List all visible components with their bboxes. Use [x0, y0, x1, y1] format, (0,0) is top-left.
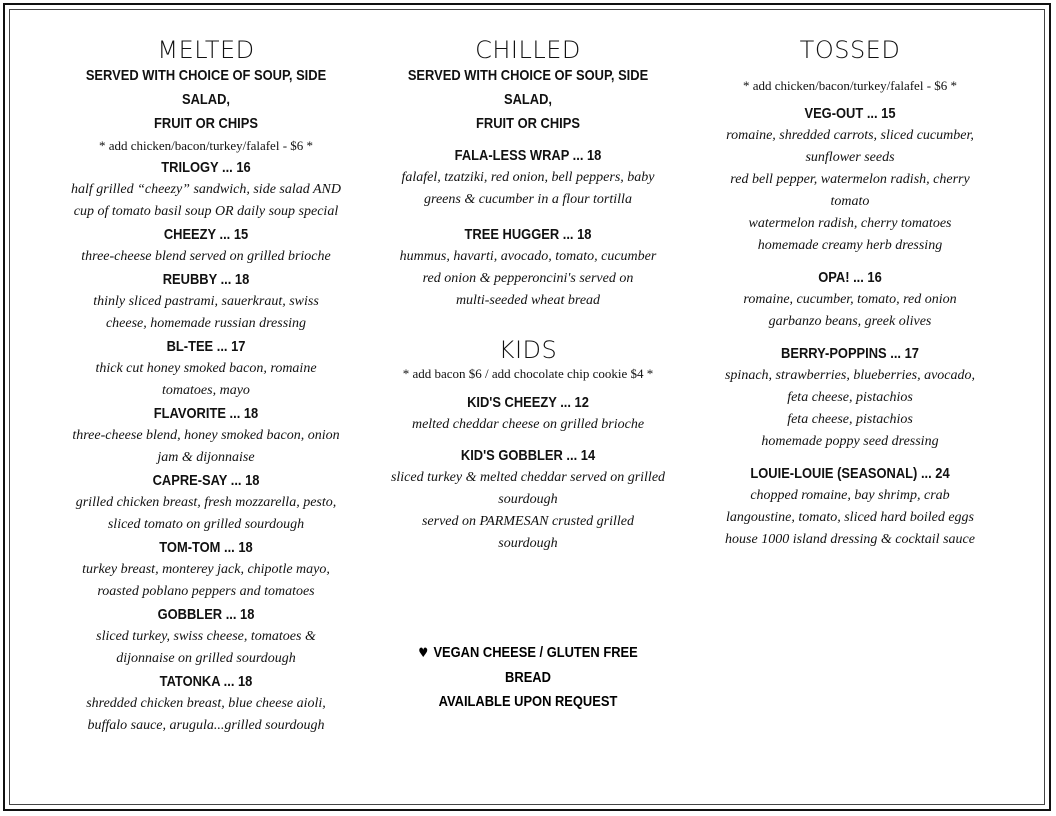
item-desc: greens & cucumber in a flour tortilla: [424, 192, 632, 207]
dietary-note-text: VEGAN CHEESE / GLUTEN FREE BREAD: [433, 644, 638, 686]
item-desc: turkey breast, monterey jack, chipotle mayo,: [82, 562, 330, 577]
item-desc: grilled chicken breast, fresh mozzarella, pesto,: [75, 495, 337, 510]
item-name: BL-TEE ... 17: [166, 338, 246, 355]
item-desc: buffalo sauce, arugula...grilled sourdough: [87, 718, 325, 733]
item-desc: spinach, strawberries, blueberries, avocado,: [724, 368, 976, 383]
item-desc: red bell pepper, watermelon radish, cherry: [730, 172, 970, 187]
menu-item-tree-hugger: [384, 223, 672, 312]
melted-subtitle-line2: FRUIT OR CHIPS: [154, 115, 258, 132]
menu-item-fala-less-wrap: [384, 144, 672, 211]
item-desc: romaine, cucumber, tomato, red onion: [743, 292, 957, 307]
melted-addon-note: * add chicken/bacon/turkey/falafel - $6 *: [98, 138, 314, 153]
item-desc: sliced tomato on grilled sourdough: [107, 517, 305, 532]
item-name: CAPRE-SAY ... 18: [152, 472, 260, 489]
chilled-title: CHILLED: [475, 36, 581, 64]
item-name: KID'S GOBBLER ... 14: [460, 447, 596, 464]
item-name: REUBBY ... 18: [162, 271, 250, 288]
kids-title: KIDS: [498, 336, 558, 364]
item-name: FALA-LESS WRAP ... 18: [454, 147, 602, 164]
item-name: TREE HUGGER ... 18: [464, 226, 592, 243]
tossed-column: [712, 36, 988, 551]
item-name: KID'S CHEEZY ... 12: [467, 394, 589, 411]
item-desc: thick cut honey smoked bacon, romaine: [95, 361, 317, 376]
item-desc: three-cheese blend, honey smoked bacon, onion: [72, 428, 340, 443]
item-desc: house 1000 island dressing & cocktail sauce: [725, 532, 975, 547]
item-desc: homemade creamy herb dressing: [757, 238, 943, 253]
item-desc: sourdough: [498, 492, 558, 507]
item-desc: dijonnaise on grilled sourdough: [116, 651, 296, 666]
item-name: CHEEZY ... 15: [163, 226, 249, 243]
item-desc: melted cheddar cheese on grilled brioche: [411, 417, 645, 432]
chilled-column: [384, 36, 672, 555]
item-desc: sliced turkey, swiss cheese, tomatoes &: [96, 629, 316, 644]
item-desc: chopped romaine, bay shrimp, crab: [750, 488, 950, 503]
item-name: OPA! ... 16: [818, 269, 882, 286]
menu-item-reubby: [64, 268, 348, 335]
item-desc: shredded chicken breast, blue cheese aioli,: [86, 696, 326, 711]
item-desc: cheese, homemade russian dressing: [105, 316, 307, 331]
menu-item-tatonka: [64, 670, 348, 737]
item-desc: jam & dijonnaise: [157, 450, 255, 465]
item-desc: sourdough: [498, 536, 558, 551]
melted-title: MELTED: [157, 36, 255, 64]
item-desc: served on PARMESAN crusted grilled: [421, 514, 635, 529]
item-desc: feta cheese, pistachios: [787, 390, 913, 405]
item-desc: feta cheese, pistachios: [787, 412, 913, 427]
item-name: FLAVORITE ... 18: [153, 405, 259, 422]
menu-item-louie-louie: [712, 462, 988, 551]
item-desc: tomato: [830, 194, 870, 209]
melted-column: [64, 36, 348, 737]
menu-item-gobbler: [64, 603, 348, 670]
item-name: LOUIE-LOUIE (SEASONAL) ... 24: [750, 465, 950, 482]
tossed-addon-note: * add chicken/bacon/turkey/falafel - $6 *: [742, 78, 958, 93]
item-desc: romaine, shredded carrots, sliced cucumber,: [726, 128, 974, 143]
item-desc: hummus, havarti, avocado, tomato, cucumber: [399, 249, 657, 264]
dietary-options-note: [384, 641, 672, 714]
heart-icon: ♥: [418, 646, 429, 661]
menu-item-kids-cheezy: [384, 391, 672, 436]
item-desc: roasted poblano peppers and tomatoes: [97, 584, 315, 599]
kids-addon-note: * add bacon $6 / add chocolate chip cookie $4 *: [402, 366, 654, 381]
menu-item-capre-say: [64, 469, 348, 536]
menu-item-cheezy: [64, 223, 348, 268]
chilled-subtitle-line2: FRUIT OR CHIPS: [476, 115, 580, 132]
item-desc: garbanzo beans, greek olives: [768, 314, 932, 329]
menu-item-veg-out: [712, 102, 988, 257]
item-desc: langoustine, tomato, sliced hard boiled eggs: [726, 510, 974, 525]
menu-item-trilogy: [64, 156, 348, 223]
menu-item-tom-tom: [64, 536, 348, 603]
item-name: BERRY-POPPINS ... 17: [781, 345, 919, 362]
item-desc: red onion & pepperoncini's served on: [422, 271, 634, 286]
menu-item-flavorite: [64, 402, 348, 469]
dietary-note-line2: AVAILABLE UPON REQUEST: [438, 693, 618, 710]
item-name: TRILOGY ... 16: [161, 159, 251, 176]
dietary-note-line1: [404, 641, 652, 690]
chilled-subtitle-line1: SERVED WITH CHOICE OF SOUP, SIDE SALAD,: [407, 67, 649, 108]
menu-item-kids-gobbler: [384, 444, 672, 555]
item-desc: homemade poppy seed dressing: [761, 434, 939, 449]
menu-item-opa: [712, 266, 988, 333]
item-name: TATONKA ... 18: [159, 673, 253, 690]
item-desc: tomatoes, mayo: [162, 383, 250, 398]
item-name: GOBBLER ... 18: [157, 606, 255, 623]
item-desc: watermelon radish, cherry tomatoes: [748, 216, 952, 231]
item-desc: sunflower seeds: [805, 150, 895, 165]
item-desc: cup of tomato basil soup OR daily soup special: [73, 204, 339, 219]
item-desc: multi-seeded wheat bread: [455, 293, 601, 308]
item-desc: thinly sliced pastrami, sauerkraut, swiss: [93, 294, 319, 309]
item-desc: falafel, tzatziki, red onion, bell peppers, baby: [401, 170, 655, 185]
item-desc: half grilled “cheezy” sandwich, side salad AND: [70, 182, 341, 197]
melted-subtitle-line1: SERVED WITH CHOICE OF SOUP, SIDE SALAD,: [85, 67, 327, 108]
item-name: TOM-TOM ... 18: [159, 539, 253, 556]
menu-item-berry-poppins: [712, 342, 988, 453]
item-desc: three-cheese blend served on grilled brioche: [81, 249, 331, 264]
item-name: VEG-OUT ... 15: [804, 105, 896, 122]
tossed-title: TOSSED: [799, 36, 901, 64]
item-desc: sliced turkey & melted cheddar served on grilled: [390, 470, 666, 485]
menu-item-bl-tee: [64, 335, 348, 402]
